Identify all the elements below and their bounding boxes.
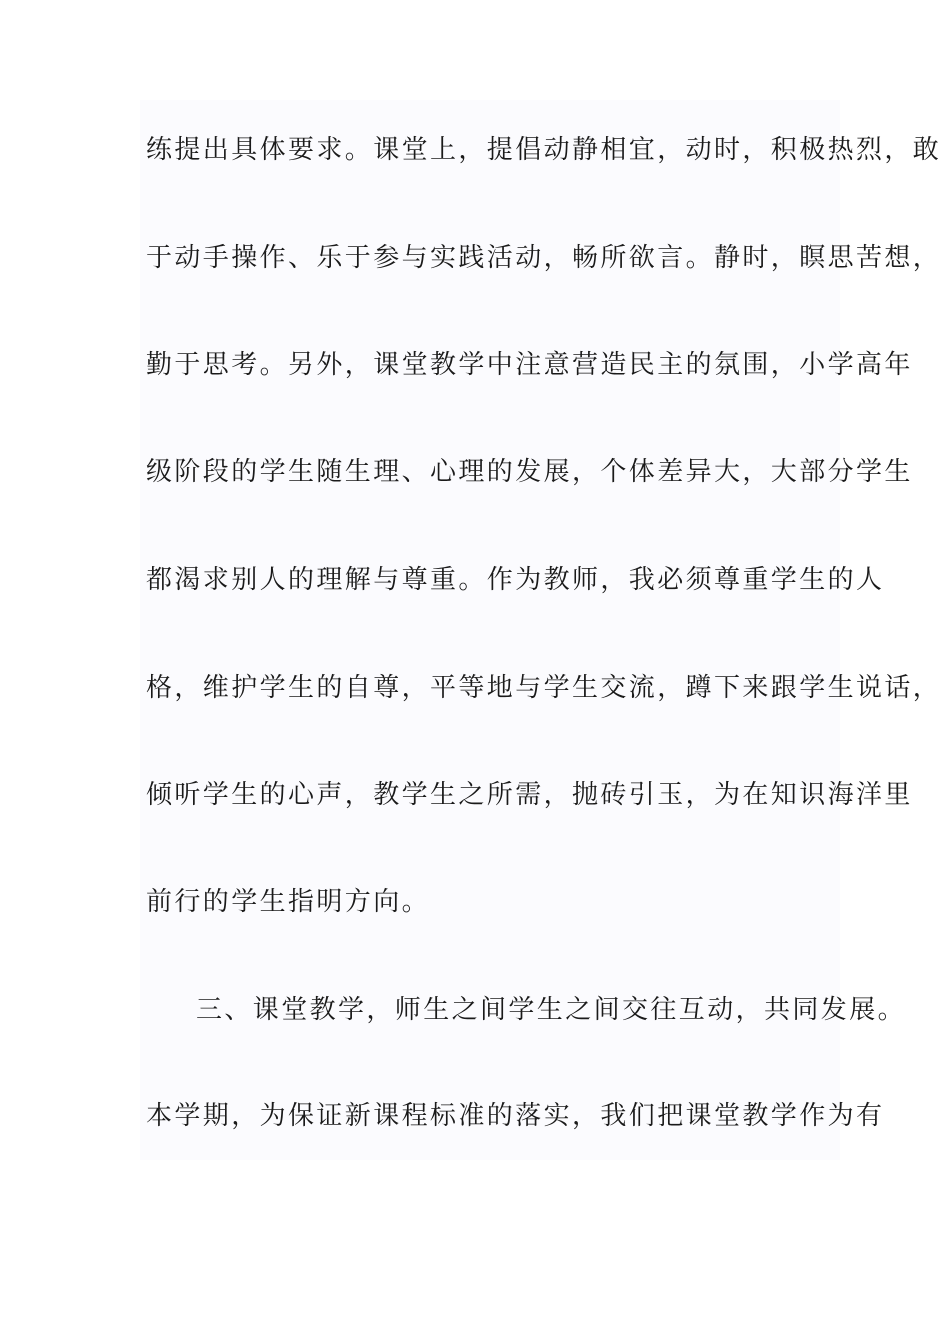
section-heading: 三、课堂教学，师生之间学生之间交往互动，共同发展。 [196,995,907,1025]
paragraph-line: 都渴求别人的理解与尊重。作为教师，我必须尊重学生的人 [146,565,885,595]
paragraph-line: 练提出具体要求。课堂上，提倡动静相宜，动时，积极热烈，敢 [146,135,942,165]
paragraph-line: 于动手操作、乐于参与实践活动，畅所欲言。静时，瞑思苦想， [146,243,942,273]
paragraph-line: 倾听学生的心声，教学生之所需，抛砖引玉，为在知识海洋里 [146,780,913,810]
paragraph-line: 格，维护学生的自尊，平等地与学生交流，蹲下来跟学生说话， [146,673,942,703]
paragraph-line: 前行的学生指明方向。 [146,887,431,917]
paragraph-line: 本学期，为保证新课程标准的落实，我们把课堂教学作为有 [146,1101,885,1131]
paragraph-line: 勤于思考。另外，课堂教学中注意营造民主的氛围，小学高年 [146,350,913,380]
paragraph-line: 级阶段的学生随生理、心理的发展，个体差异大，大部分学生 [146,457,913,487]
